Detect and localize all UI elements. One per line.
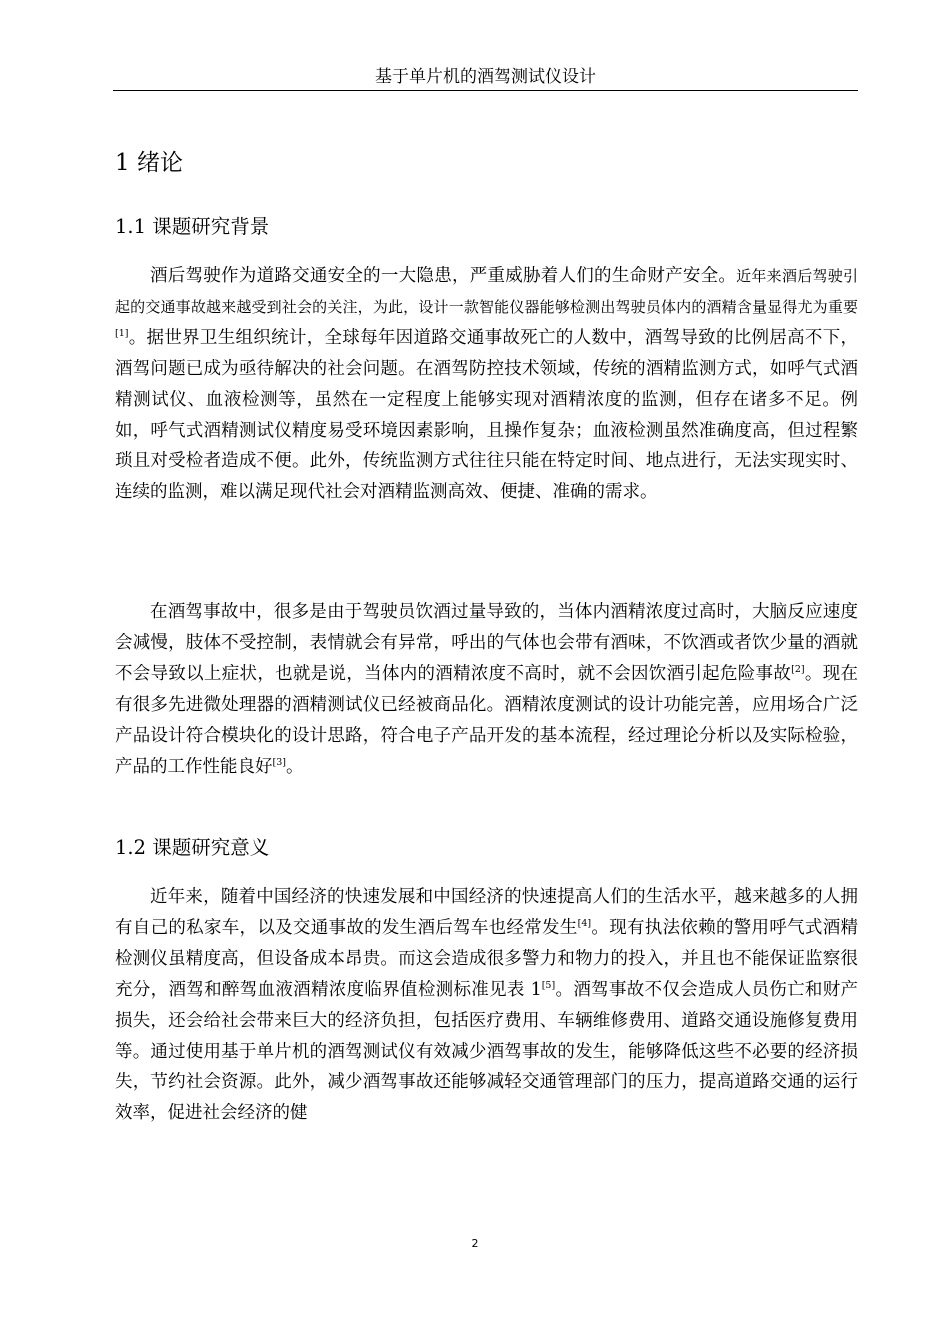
citation-ref: [5] — [541, 979, 556, 991]
page-number: 2 — [471, 1237, 479, 1250]
background-paragraph-1 — [115, 261, 858, 508]
background-paragraph-2 — [115, 597, 858, 782]
significance-paragraph-1 — [115, 882, 858, 1129]
chapter-title: 1 绪论 — [115, 150, 183, 176]
text-run: 在酒驾事故中，很多是由于驾驶员饮酒过量导致的，当体内酒精浓度过高时，大脑反应速度会减慢，肢体不受控制，表情就会有异常，呼出的气体也会带有酒味，不饮酒或者饮少量的酒就不会导致以上症状，也就是说，当体内的酒精浓度不高时，就不会因饮酒引起危险事故 — [115, 602, 858, 684]
section-title-significance: 1.2 课题研究意义 — [115, 836, 270, 859]
text-run: 。现在有很多先进微处理器的酒精测试仪已经被商品化。酒精浓度测试的设计功能完善，应用场合广泛产品设计符合模块化的设计思路，符合电子产品开发的基本流程，经过理论分析以及实际检验，产品的工作性能良好 — [115, 663, 859, 777]
text-run: 。酒驾事故不仅会造成人员伤亡和财产损失，还会给社会带来巨大的经济负担，包括医疗费用、车辆维修费用、道路交通设施修复费用等。通过使用基于单片机的酒驾测试仪有效减少酒驾事故的发生，能够降低这些不必要的经济损失，节约社会资源。此外，减少酒驾事故还能够减轻交通管理部门的压力，提高道路交通的运行效率，促进社会经济的健 — [115, 979, 859, 1124]
text-run: 近年来酒后驾驶引起的交通事故越来越受到社会的关注，为此，设计一款智能仪器能够检测出驾驶员体内的酒精含量显得尤为重要 — [115, 267, 858, 316]
citation-ref: [3] — [272, 756, 286, 768]
text-run: 近年来，随着中国经济的快速发展和中国经济的快速提高人们的生活水平，越来越多的人拥有自己的私家车，以及交通事故的发生酒后驾车也经常发生 — [115, 887, 858, 938]
running-header: 基于单片机的酒驾测试仪设计 — [113, 66, 858, 91]
text-run: 。据世界卫生组织统计，全球每年因道路交通事故死亡的人数中，酒驾导致的比例居高不下，酒驾问题已成为亟待解决的社会问题。在酒驾防控技术领域，传统的酒精监测方式，如呼气式酒精测试仪、血液检测等，虽然在一定程度上能够实现对酒精浓度的监测，但存在诸多不足。例如，呼气式酒精测试仪精度易受环境因素影响，且操作复杂；血液检测虽然准确度高，但过程繁琐且对受检者造成不便。此外，传统监测方式往往只能在特定时间、地点进行，无法实现实时、连续的监测，难以满足现代社会对酒精监测高效、便捷、准确的需求。 — [115, 327, 858, 503]
citation-ref: [4] — [577, 917, 592, 929]
section-title-background: 1.1 课题研究背景 — [115, 215, 270, 238]
citation-ref: [2] — [791, 663, 805, 675]
text-run: 。现有执法依赖的警用呼气式酒精检测仪虽精度高，但设备成本昂贵。而这会造成很多警力和物力的投入，并且也不能保证监察很充分，酒驾和醉驾血液酒精浓度临界值检测标准见表 1 — [115, 917, 859, 1000]
text-run: 酒后驾驶作为道路交通安全的一大隐患，严重威胁着人们的生命财产安全。 — [150, 266, 737, 286]
text-run: 。 — [285, 756, 304, 777]
citation-ref: [1] — [115, 327, 129, 339]
